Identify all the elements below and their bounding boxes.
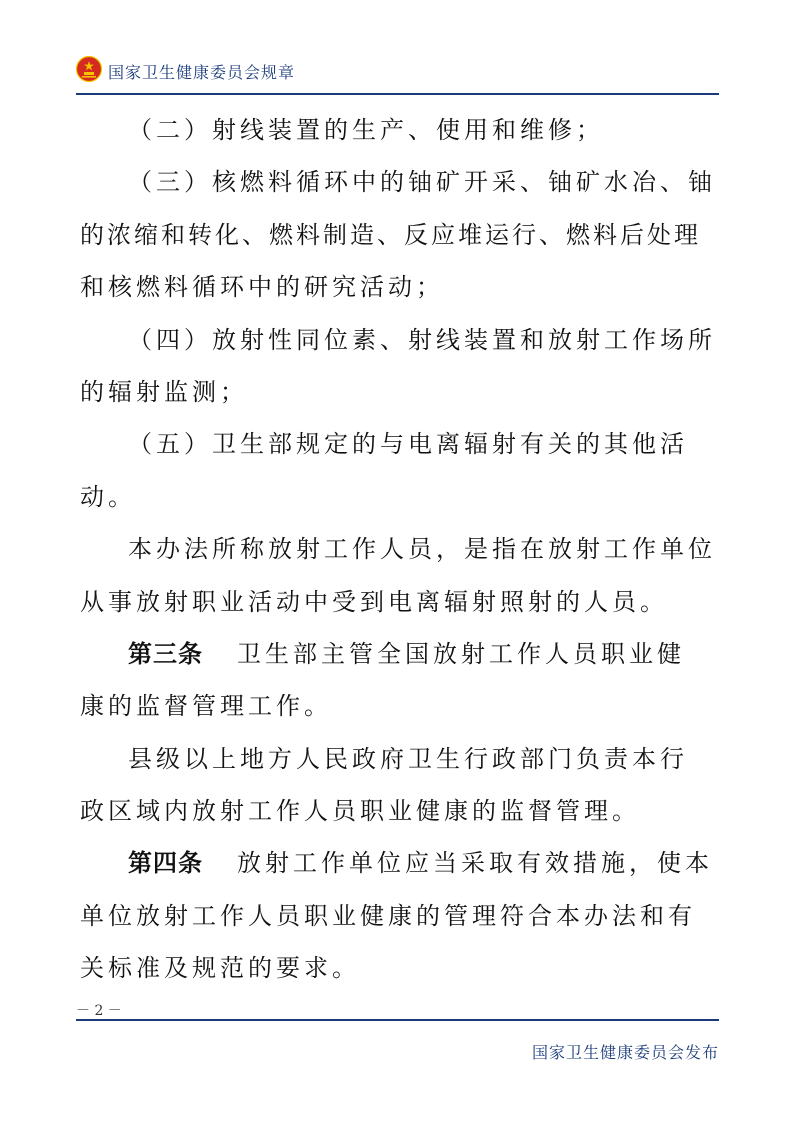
text-line: （五）卫生部规定的与电离辐射有关的其他活 [128, 430, 688, 459]
article-3-line [80, 628, 720, 680]
text-line: 的浓缩和转化、燃料制造、反应堆运行、燃料后处理 [80, 220, 701, 249]
text-line: 从事放射职业活动中受到电离辐射照射的人员。 [80, 587, 668, 616]
text-line: 和核燃料循环中的研究活动； [80, 273, 444, 302]
text-line: 关标准及规范的要求。 [80, 954, 360, 983]
text-line: 县级以上地方人民政府卫生行政部门负责本行 [128, 744, 688, 773]
article-4-text: 放射工作单位应当采取有效措施，使本 [237, 849, 713, 878]
article-3-text: 卫生部主管全国放射工作人员职业健 [237, 639, 685, 668]
footer-divider [76, 1019, 719, 1021]
article-4-line [80, 837, 720, 889]
document-body [80, 104, 720, 995]
article-3-label: 第三条 [128, 639, 203, 668]
footer-publisher: 国家卫生健康委员会发布 [531, 1043, 719, 1062]
text-line: （四）放射性同位素、射线装置和放射工作场所 [128, 325, 716, 354]
text-line: 的辐射监测； [80, 377, 248, 406]
text-line: 政区域内放射工作人员职业健康的监督管理。 [80, 797, 640, 826]
text-line: 单位放射工作人员职业健康的管理符合本办法和有 [80, 901, 696, 930]
text-line: 动。 [80, 482, 136, 511]
page-number: － 2 － [76, 1003, 122, 1019]
article-4-label: 第四条 [128, 849, 203, 878]
header-title: 国家卫生健康委员会规章 [108, 63, 296, 82]
national-emblem-icon [76, 56, 102, 82]
text-line: （三）核燃料循环中的铀矿开采、铀矿水冶、铀 [128, 168, 716, 197]
text-line: 康的监督管理工作。 [80, 692, 332, 721]
page-header [76, 52, 719, 92]
text-line: 本办法所称放射工作人员，是指在放射工作单位 [128, 535, 716, 564]
text-line: （二）射线装置的生产、使用和维修； [128, 116, 604, 144]
header-divider [76, 93, 719, 95]
